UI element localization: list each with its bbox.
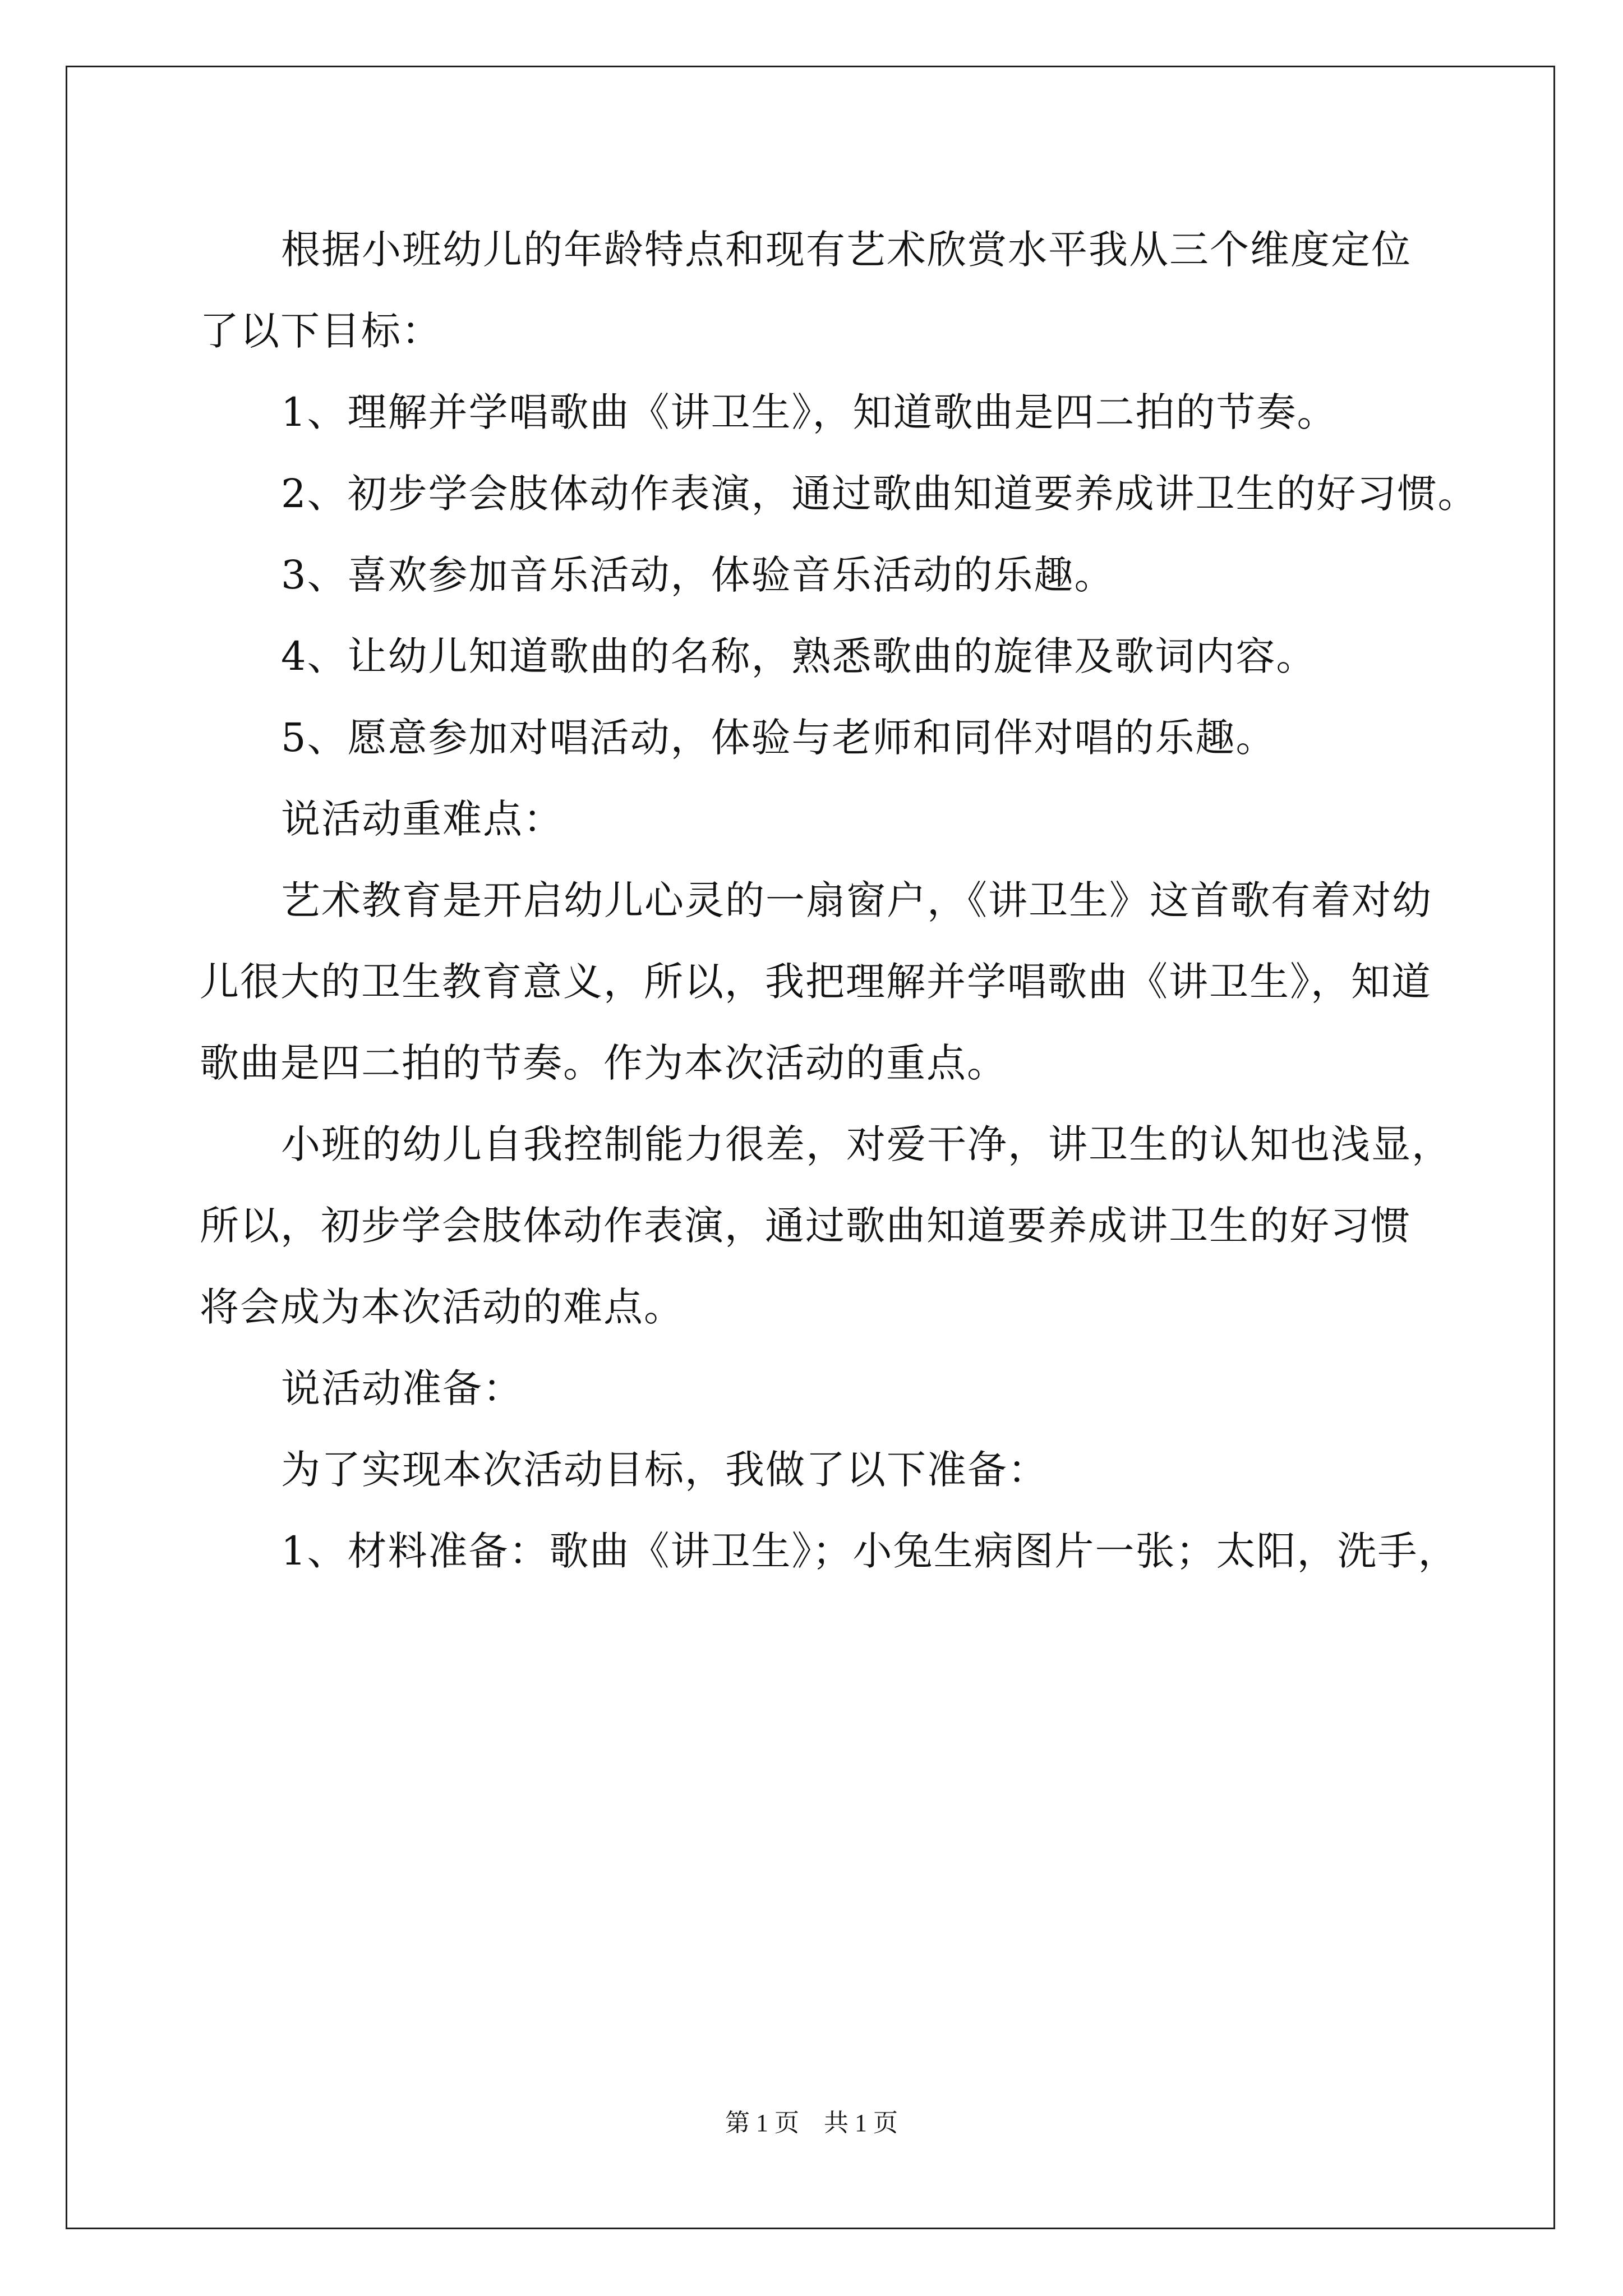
goal-item-1: 1、理解并学唱歌曲《讲卫生》，知道歌曲是四二拍的节奏。 bbox=[281, 389, 1338, 435]
section-heading-key-points: 说活动重难点： bbox=[281, 796, 564, 842]
paragraph-line: 小班的幼儿自我控制能力很差，对爱干净，讲卫生的认知也浅显， bbox=[281, 1121, 1452, 1167]
paragraph-line: 儿很大的卫生教育意义，所以，我把理解并学唱歌曲《讲卫生》，知道 bbox=[200, 959, 1432, 1005]
paragraph-line: 了以下目标： bbox=[200, 308, 442, 354]
paragraph-line: 所以，初步学会肢体动作表演，通过歌曲知道要养成讲卫生的好习惯 bbox=[200, 1203, 1411, 1249]
goal-item-4: 4、让幼儿知道歌曲的名称，熟悉歌曲的旋律及歌词内容。 bbox=[281, 633, 1317, 679]
paragraph-line: 歌曲是四二拍的节奏。作为本次活动的重点。 bbox=[200, 1040, 1007, 1086]
page-number-footer: 第 1 页 共 1 页 bbox=[725, 2109, 898, 2137]
section-heading-preparation: 说活动准备： bbox=[281, 1365, 523, 1411]
paragraph-line: 将会成为本次活动的难点。 bbox=[200, 1284, 684, 1330]
paragraph-line: 根据小班幼儿的年龄特点和现有艺术欣赏水平我从三个维度定位 bbox=[281, 227, 1412, 273]
paragraph-line: 艺术教育是开启幼儿心灵的一扇窗户，《讲卫生》这首歌有着对幼 bbox=[281, 877, 1432, 923]
paragraph-line: 为了实现本次活动目标，我做了以下准备： bbox=[281, 1447, 1048, 1493]
goal-item-3: 3、喜欢参加音乐活动，体验音乐活动的乐趣。 bbox=[281, 552, 1115, 598]
goal-item-5: 5、愿意参加对唱活动，体验与老师和同伴对唱的乐趣。 bbox=[281, 715, 1276, 761]
goal-item-2: 2、初步学会肢体动作表演，通过歌曲知道要养成讲卫生的好习惯。 bbox=[281, 471, 1478, 517]
preparation-item-1: 1、材料准备：歌曲《讲卫生》；小兔生病图片一张；太阳，洗手， bbox=[281, 1528, 1459, 1574]
